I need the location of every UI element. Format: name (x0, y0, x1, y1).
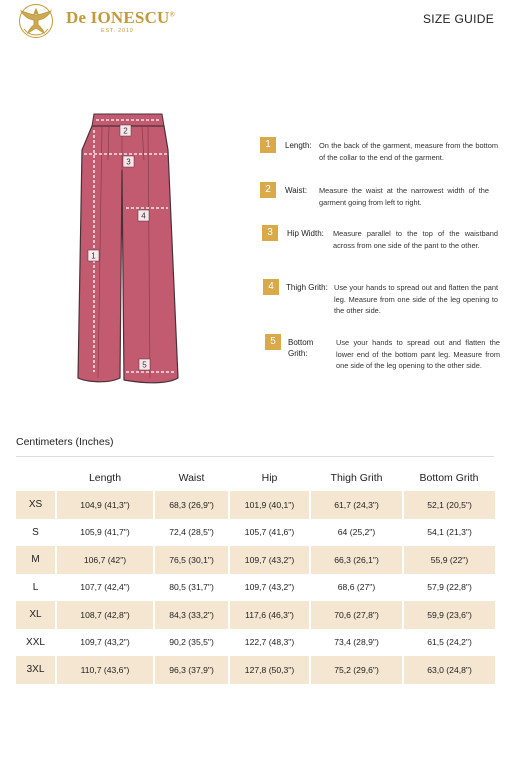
table-cell: 101,9 (40,1") (229, 491, 310, 519)
header-waist: Waist (178, 472, 205, 484)
table-cell: 63,0 (24,8") (403, 656, 495, 684)
table-cell: 55,9 (22") (403, 546, 495, 574)
table-header-row (16, 465, 495, 491)
table-cell: 70,6 (27,8") (310, 601, 403, 629)
marker-bottom: 5 (142, 360, 147, 370)
table-row (16, 491, 495, 519)
table-cell: 73,4 (28,9") (310, 629, 403, 657)
table-cell: 61,5 (24,2") (403, 629, 495, 657)
size-cell: M (16, 546, 56, 574)
table-cell: 109,7 (43,2") (229, 546, 310, 574)
step-description: Measure the waist at the narrowest width of the garment going from left to right. (319, 186, 489, 207)
table-cell: 68,3 (26,9") (154, 491, 229, 519)
table-row (16, 519, 495, 547)
size-cell: XS (16, 491, 56, 519)
step-description: On the back of the garment, measure from the bottom of the collar to the end of the garment. (319, 141, 498, 162)
eagle-crest-logo-icon (16, 3, 56, 39)
table-caption: Centimeters (Inches) (16, 436, 114, 448)
step-number: 5 (265, 334, 281, 350)
table-cell: 122,7 (48,3") (229, 629, 310, 657)
pants-illustration (72, 110, 190, 395)
table-cell: 105,9 (41,7") (56, 519, 154, 547)
table-row (16, 546, 495, 574)
table-cell: 96,3 (37,9") (154, 656, 229, 684)
table-cell: 90,2 (35,5") (154, 629, 229, 657)
marker-thigh: 4 (141, 211, 146, 221)
brand-established: EST. 2019 (101, 28, 134, 34)
table-cell: 57,9 (22,8") (403, 574, 495, 602)
table-cell: 104,9 (41,3") (56, 491, 154, 519)
header-size (16, 465, 56, 491)
size-cell: XL (16, 601, 56, 629)
table-row (16, 629, 495, 657)
table-cell: 52,1 (20,5") (403, 491, 495, 519)
table-cell: 84,3 (33,2") (154, 601, 229, 629)
marker-hip: 3 (126, 157, 131, 167)
table-cell: 59,9 (23,6") (403, 601, 495, 629)
table-cell: 109,7 (43,2") (56, 629, 154, 657)
size-cell: S (16, 519, 56, 547)
step-label: Bottom Grith: (288, 338, 314, 358)
step-number: 2 (260, 182, 276, 198)
step-label: Thigh Grith: (286, 283, 328, 292)
header-hip: Hip (261, 472, 278, 484)
header-bottom-grith: Bottom Grith (419, 472, 479, 484)
page-title: SIZE GUIDE (422, 12, 494, 26)
size-cell: L (16, 574, 56, 602)
table-cell: 110,7 (43,6") (56, 656, 154, 684)
table-cell: 107,7 (42,4") (56, 574, 154, 602)
step-number: 4 (263, 279, 279, 295)
table-cell: 64 (25,2") (310, 519, 403, 547)
step-number: 3 (262, 225, 278, 241)
table-cell: 105,7 (41,6") (229, 519, 310, 547)
marker-waist: 2 (123, 126, 128, 136)
table-cell: 127,8 (50,3") (229, 656, 310, 684)
table-cell: 106,7 (42") (56, 546, 154, 574)
header-thigh-grith: Thigh Grith (330, 472, 383, 484)
table-cell: 109,7 (43,2") (229, 574, 310, 602)
size-table (16, 465, 495, 684)
brand-name: De IONESCU® (66, 8, 175, 27)
step-label: Waist: (285, 186, 307, 195)
table-cell: 117,6 (46,3") (229, 601, 310, 629)
step-label: Length: (285, 141, 312, 150)
table-cell: 80,5 (31,7") (154, 574, 229, 602)
size-cell: XXL (16, 629, 56, 657)
table-cell: 72,4 (28,5") (154, 519, 229, 547)
size-cell: 3XL (16, 656, 56, 684)
step-label: Hip Width: (287, 229, 324, 238)
table-row (16, 656, 495, 684)
step-description: Use your hands to spread out and flatten the lower end of the bottom pant leg. Measure from one side of the leg opening to the other side. (336, 338, 500, 371)
step-number: 1 (260, 137, 276, 153)
table-cell: 66,3 (26,1") (310, 546, 403, 574)
table-row (16, 601, 495, 629)
divider (16, 456, 494, 457)
table-cell: 108,7 (42,8") (56, 601, 154, 629)
marker-length: 1 (91, 251, 96, 261)
table-cell: 68,6 (27") (310, 574, 403, 602)
step-description: Measure parallel to the top of the waistband across from one side of the pant to the other. (333, 229, 498, 250)
table-cell: 76,5 (30,1") (154, 546, 229, 574)
step-description: Use your hands to spread out and flatten the pant leg. Measure from one side of the leg opening to the other side. (334, 283, 498, 316)
header-length: Length (88, 472, 122, 484)
header (0, 0, 510, 42)
table-cell: 75,2 (29,6") (310, 656, 403, 684)
table-row (16, 574, 495, 602)
table-cell: 54,1 (21,3") (403, 519, 495, 547)
table-cell: 61,7 (24,3") (310, 491, 403, 519)
